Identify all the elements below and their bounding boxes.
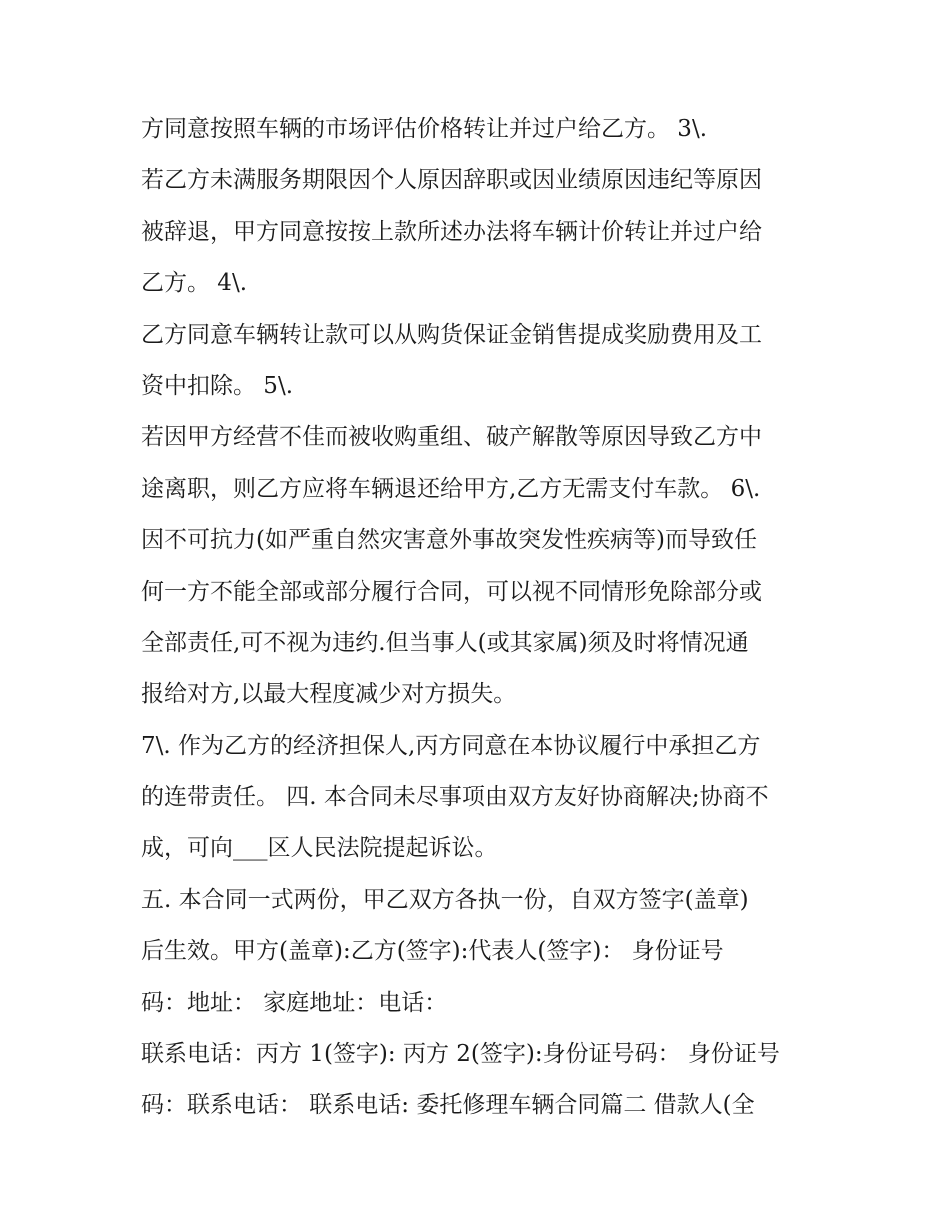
text-line: 7\. 作为乙方的经济担保人,丙方同意在本协议履行中承担乙方 bbox=[141, 732, 761, 759]
text-line: 报给对方,以最大程度减少对方损失。 bbox=[141, 681, 517, 708]
text-line: 资中扣除。 5\. bbox=[141, 372, 294, 399]
text-line: 联系电话：丙方 1(签字): 丙方 2(签字):身份证号码： 身份证号 bbox=[141, 1041, 780, 1068]
text-line: 若乙方未满服务期限因个人原因辞职或因业绩原因违纪等原因 bbox=[141, 167, 762, 194]
text-line: 若因甲方经营不佳而被收购重组、破产解散等原因导致乙方中 bbox=[141, 424, 762, 451]
text-line: 被辞退，甲方同意按按上款所述办法将车辆计价转让并过户给 bbox=[141, 218, 762, 245]
text-line: 因不可抗力(如严重自然灾害意外事故突发性疾病等)而导致任 bbox=[141, 527, 757, 554]
text-line: 乙方同意车辆转让款可以从购货保证金销售提成奖励费用及工 bbox=[141, 321, 762, 348]
text-line: 全部责任,可不视为违约.但当事人(或其家属)须及时将情况通 bbox=[141, 629, 749, 656]
text-line: 后生效。甲方(盖章):乙方(签字):代表人(签字)： 身份证号 bbox=[141, 938, 724, 965]
text-line: 途离职，则乙方应将车辆退还给甲方,乙方无需支付车款。 6\. bbox=[141, 475, 761, 502]
text-line: 乙方。 4\. bbox=[141, 270, 248, 297]
contract-body-text bbox=[141, 104, 831, 1132]
text-line: 方同意按照车辆的市场评估价格转让并过户给乙方。 3\. bbox=[141, 116, 708, 142]
text-line: 五. 本合同一式两份，甲乙双方各执一份，自双方签字(盖章) bbox=[141, 886, 749, 913]
text-line: 码：地址： 家庭地址：电话： bbox=[141, 989, 448, 1016]
text-line: 的连带责任。 四. 本合同未尽事项由双方友好协商解决;协商不 bbox=[141, 784, 769, 811]
text-line: 何一方不能全部或部分履行合同，可以视不同情形免除部分或 bbox=[141, 578, 762, 605]
text-line: 成，可向___区人民法院提起诉讼。 bbox=[141, 835, 498, 862]
text-line: 码：联系电话： 联系电话: 委托修理车辆合同篇二 借款人(全 bbox=[141, 1092, 755, 1119]
